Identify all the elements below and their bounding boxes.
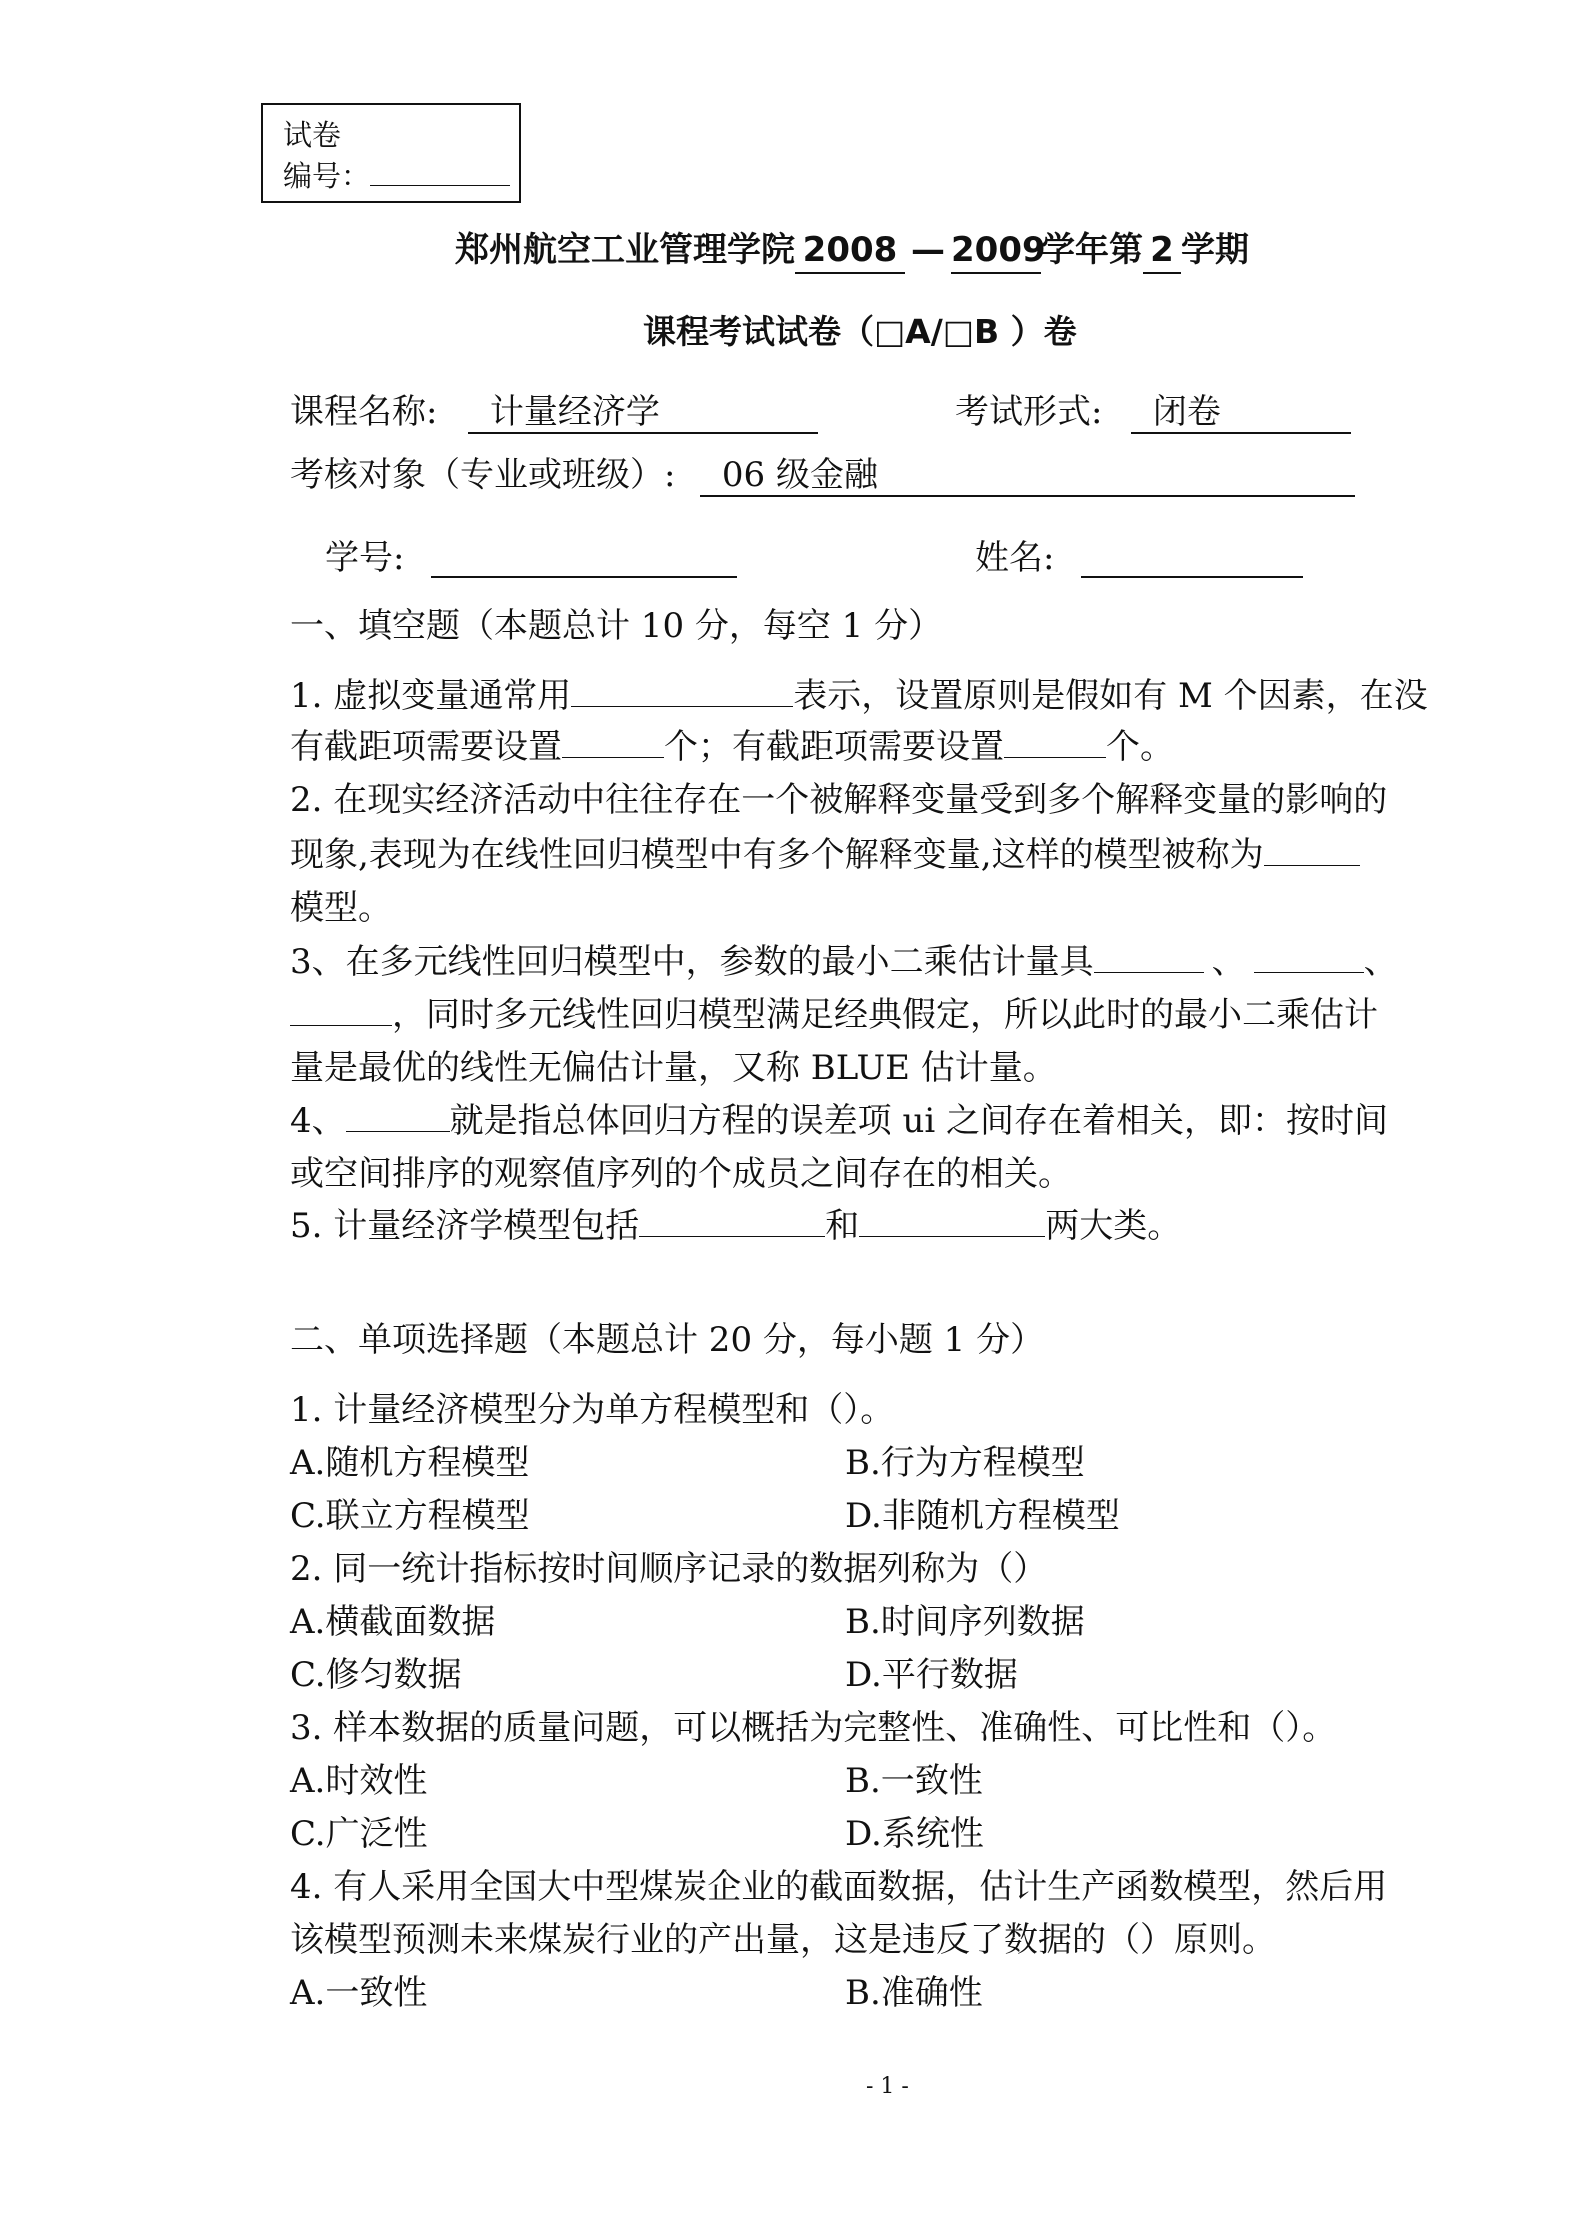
choice-q3-option-d: D.系统性 <box>845 1814 984 1854</box>
fill-q5-text-a: 5. 计量经济学模型包括 <box>290 1206 640 1246</box>
fill-q3-sep-1: 、 <box>1211 942 1246 982</box>
fill-q2-line1: 2. 在现实经济活动中往往存在一个被解释变量受到多个解释变量的影响的 <box>290 780 1388 820</box>
fill-q5-line <box>290 1206 1181 1246</box>
choice-q3-option-a: A.时效性 <box>290 1761 428 1801</box>
choice-q1-stem: 1. 计量经济模型分为单方程模型和（）。 <box>290 1390 895 1430</box>
page-number: - 1 - <box>866 2074 909 2099</box>
term-suffix: 学期 <box>1181 230 1249 270</box>
fill-q5-blank-1 <box>639 1206 825 1237</box>
fill-q3-text-b: ，同时多元线性回归模型满足经典假定，所以此时的最小二乘估计 <box>392 995 1378 1035</box>
student-name-blank <box>1081 538 1303 578</box>
year-suffix: 学年第 <box>1041 230 1143 270</box>
fill-q4-blank <box>346 1101 450 1132</box>
fill-q1-text-a: 1. 虚拟变量通常用 <box>290 676 572 716</box>
choice-q2-option-d: D.平行数据 <box>845 1655 1018 1695</box>
fill-q1-blank-1 <box>571 676 793 707</box>
exam-number-label-1: 试卷 <box>283 118 342 152</box>
fill-q3-blank-2 <box>1254 942 1364 973</box>
fill-q3-line2 <box>290 995 1378 1035</box>
choice-q2-option-c: C.修匀数据 <box>290 1655 462 1695</box>
exam-target-field <box>290 455 1355 497</box>
choice-q4-stem-line2: 该模型预测未来煤炭行业的产出量，这是违反了数据的（）原则。 <box>290 1920 1276 1960</box>
choice-q2-option-a: A.横截面数据 <box>290 1602 496 1642</box>
course-name-value: 计量经济学 <box>468 392 818 434</box>
fill-q1-text-c: 有截距项需要设置 <box>290 727 562 767</box>
fill-q2-line2 <box>290 835 1360 875</box>
course-name-field <box>290 392 818 434</box>
choice-q2-stem: 2. 同一统计指标按时间顺序记录的数据列称为（） <box>290 1549 1048 1589</box>
paper-title: 课程考试试卷（□A/□B ）卷 <box>643 312 1077 351</box>
fill-q1-line1 <box>290 676 1428 716</box>
exam-number-blank <box>370 155 510 186</box>
choice-q3-option-b: B.一致性 <box>845 1761 983 1801</box>
fill-q4-line1 <box>290 1101 1388 1141</box>
choice-q1-option-a: A.随机方程模型 <box>290 1443 530 1483</box>
choice-q4-option-b: B.准确性 <box>845 1973 983 2013</box>
fill-q3-text-a: 3、在多元线性回归模型中，参数的最小二乘估计量具 <box>290 942 1094 982</box>
exam-form-label: 考试形式: <box>955 392 1103 432</box>
student-id-blank <box>431 538 737 578</box>
student-name-field <box>975 538 1303 578</box>
choice-q1-option-b: B.行为方程模型 <box>845 1443 1085 1483</box>
section1-title: 一、填空题（本题总计 10 分，每空 1 分） <box>290 606 943 646</box>
fill-q1-text-e: 个。 <box>1106 727 1174 767</box>
exam-number-label-2: 编号： <box>283 155 519 196</box>
fill-q1-line2 <box>290 727 1174 767</box>
fill-q3-blank-3 <box>290 995 392 1026</box>
choice-q2-option-b: B.时间序列数据 <box>845 1602 1085 1642</box>
choice-q4-option-a: A.一致性 <box>290 1973 428 2013</box>
fill-q5-blank-2 <box>859 1206 1045 1237</box>
fill-q2-line3: 模型。 <box>290 888 392 928</box>
exam-form-field <box>955 392 1351 434</box>
student-name-label: 姓名: <box>975 538 1055 578</box>
choice-q1-option-c: C.联立方程模型 <box>290 1496 530 1536</box>
fill-q1-blank-3 <box>1004 727 1106 758</box>
year-start: 2008 <box>795 228 905 274</box>
year-dash: — <box>911 230 945 270</box>
student-id-label: 学号: <box>325 538 405 578</box>
section2-title: 二、单项选择题（本题总计 20 分，每小题 1 分） <box>290 1320 1045 1360</box>
fill-q4-text-b: 就是指总体回归方程的误差项 ui 之间存在着相关，即：按时间 <box>449 1101 1389 1141</box>
fill-q1-blank-2 <box>562 727 664 758</box>
school-name: 郑州航空工业管理学院 <box>455 230 795 270</box>
fill-q4-line2: 或空间排序的观察值序列的个成员之间存在的相关。 <box>290 1154 1072 1194</box>
fill-q3-line1 <box>290 942 1398 982</box>
school-title <box>455 228 1249 274</box>
exam-target-label: 考核对象（专业或班级）: <box>290 455 676 495</box>
fill-q3-blank-1 <box>1094 942 1204 973</box>
fill-q2-text-b: 现象,表现为在线性回归模型中有多个解释变量,这样的模型被称为 <box>290 835 1264 875</box>
fill-q1-text-b: 表示，设置原则是假如有 M 个因素，在没 <box>793 676 1428 716</box>
choice-q3-stem: 3. 样本数据的质量问题，可以概括为完整性、准确性、可比性和（）。 <box>290 1708 1337 1748</box>
fill-q3-sep-2: 、 <box>1363 942 1398 982</box>
course-name-label: 课程名称: <box>290 392 438 432</box>
choice-q4-stem-line1: 4. 有人采用全国大中型煤炭企业的截面数据，估计生产函数模型，然后用 <box>290 1867 1388 1907</box>
fill-q3-line3: 量是最优的线性无偏估计量，又称 BLUE 估计量。 <box>290 1048 1057 1088</box>
fill-q2-blank <box>1264 835 1360 866</box>
exam-form-value: 闭卷 <box>1131 392 1351 434</box>
student-id-field <box>325 538 737 578</box>
choice-q3-option-c: C.广泛性 <box>290 1814 428 1854</box>
fill-q5-text-b: 和 <box>825 1206 860 1246</box>
fill-q5-text-c: 两大类。 <box>1045 1206 1182 1246</box>
exam-target-value: 06 级金融 <box>700 455 1355 497</box>
year-end: 2009 <box>951 228 1041 274</box>
fill-q1-text-d: 个；有截距项需要设置 <box>664 727 1004 767</box>
choice-q1-option-d: D.非随机方程模型 <box>845 1496 1120 1536</box>
exam-number-box <box>261 103 521 203</box>
term-number: 2 <box>1143 228 1181 274</box>
fill-q4-text-a: 4、 <box>290 1101 346 1141</box>
